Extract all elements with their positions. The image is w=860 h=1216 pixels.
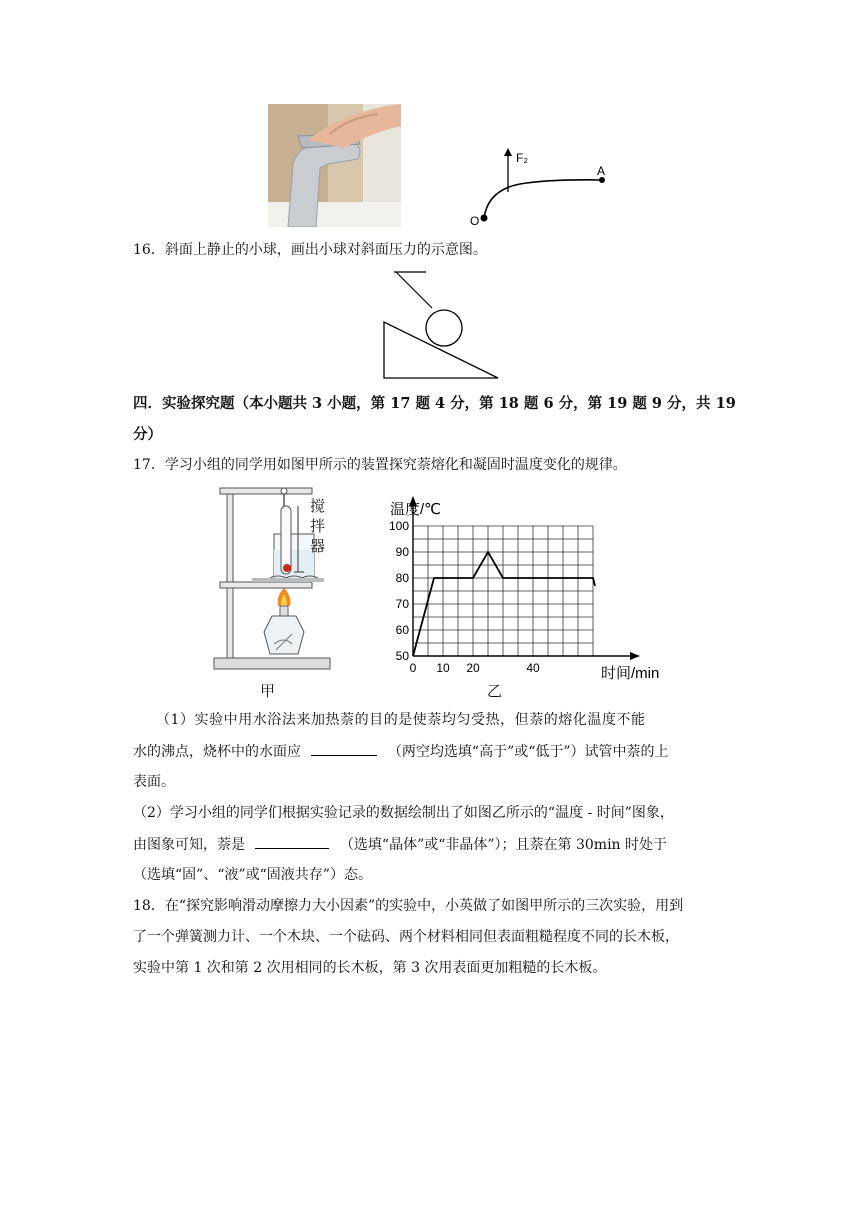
faucet-photo [268, 104, 401, 227]
y-tick-label: 60 [395, 623, 409, 637]
temperature-time-chart [368, 492, 678, 688]
figure-b-label: 乙 [487, 682, 503, 700]
stirrer-label-2: 拌 [310, 517, 326, 535]
q17-part1-text-b: （两空均选填“高于”或“低于”）试管中萘的上 [387, 744, 669, 760]
y-tick-label: 50 [395, 649, 409, 663]
q17-part1-line2 [133, 741, 669, 762]
question-17-intro: 17．学习小组的同学用如图甲所示的装置探究萘熔化和凝固时温度变化的规律。 [133, 457, 627, 473]
answer-blank-2[interactable] [255, 834, 329, 849]
incline-ball-diagram [378, 266, 503, 381]
x-tick-label: 0 [409, 661, 417, 675]
x-tick-label: 40 [526, 661, 540, 675]
chart-grid [413, 526, 593, 656]
force-f2-label: F₂ [516, 151, 528, 165]
stirrer-label-1: 搅 [310, 497, 326, 515]
q17-part1-line3: 表面。 [133, 774, 175, 790]
y-tick-label: 80 [395, 571, 409, 585]
figure-a-label: 甲 [260, 682, 276, 700]
answer-blank-1[interactable] [311, 741, 377, 756]
point-a-label: A [597, 164, 606, 178]
stirrer-label-3: 器 [310, 537, 326, 555]
q17-part1-text-a: 水的沸点，烧杯中的水面应 [133, 744, 301, 760]
q17-part2-line3: （选填“固”、“液”或“固液共存”）态。 [133, 867, 372, 883]
y-tick-label: 90 [395, 545, 409, 559]
section-4-heading: 四．实验探究题（本小题共 3 小题，第 17 题 4 分，第 18 题 6 分，第 19 题 9 分，共 19 [133, 395, 736, 412]
y-tick-label: 100 [388, 519, 409, 533]
x-tick-label: 10 [436, 661, 450, 675]
q17-part1-line1: （1）实验中用水浴法来加热萘的目的是使萘均匀受热，但萘的熔化温度不能 [156, 712, 646, 728]
section-4-heading-cont: 分） [133, 426, 162, 443]
question-18-line2: 了一个弹簧测力计、一个木块、一个砝码、两个材料相同但表面粗糙程度不同的长木板， [133, 929, 679, 945]
point-o-dot [481, 215, 488, 222]
y-tick-label: 70 [395, 597, 409, 611]
x-axis-arrowhead [630, 652, 640, 660]
lever-curve [484, 180, 602, 218]
question-18-line1: 18．在“探究影响滑动摩擦力大小因素”的实验中，小英做了如图甲所示的三次实验，用到 [133, 898, 684, 914]
question-18-line3: 实验中第 1 次和第 2 次用相同的长木板，第 3 次用表面更加粗糙的长木板。 [133, 960, 607, 976]
q17-part2-text-b: （选填“晶体”或“非晶体”）；且萘在第 30min 时处于 [339, 837, 668, 853]
q17-part2-text-a: 由图象可知，萘是 [133, 837, 245, 853]
string-line [396, 272, 432, 308]
ball [426, 310, 462, 346]
y-axis-label: 温度/℃ [390, 501, 442, 518]
point-o-label: O [470, 214, 480, 228]
question-16-text: 16．斜面上静止的小球，画出小球对斜面压力的示意图。 [133, 242, 487, 258]
q17-part2-line1: （2）学习小组的同学们根据实验记录的数据绘制出了如图乙所示的“温度 - 时间”图象， [133, 805, 674, 821]
x-tick-label: 20 [466, 661, 480, 675]
x-axis-label: 时间/min [601, 665, 660, 682]
q17-part2-line2 [133, 834, 667, 855]
lever-diagram [470, 146, 620, 230]
force-f2-arrowhead [504, 148, 512, 156]
